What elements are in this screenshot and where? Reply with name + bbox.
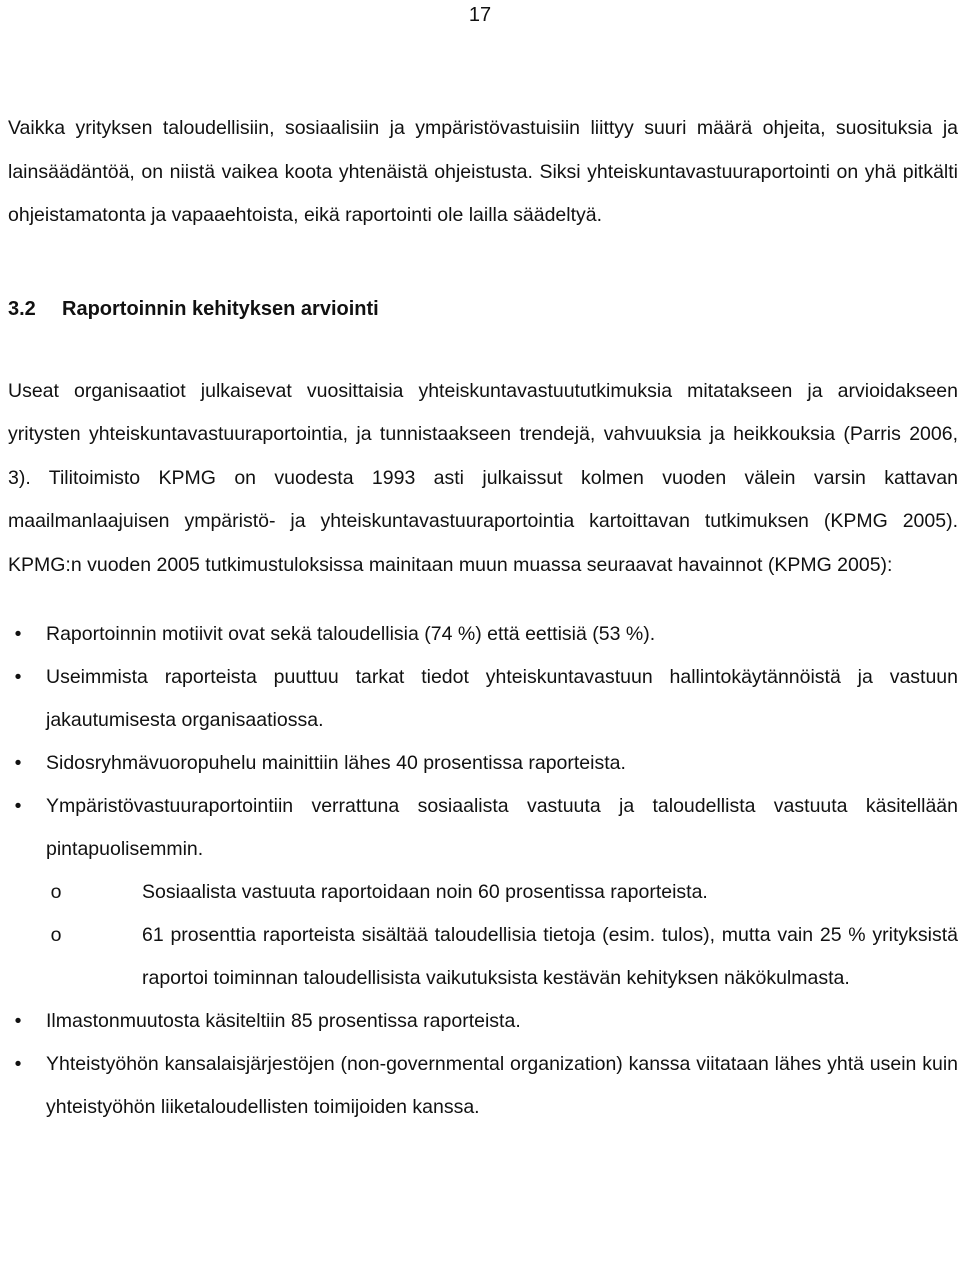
list-item-text: Sidosryhmävuoropuhelu mainittiin lähes 40 prosentissa raporteista. xyxy=(46,752,626,774)
findings-list xyxy=(8,613,958,1129)
sub-list-item xyxy=(46,871,958,914)
body-paragraph: Useat organisaatiot julkaisevat vuosittaisia yhteiskuntavastuututkimuksia mitatakseen ja arvioidakseen yritysten yhteiskuntavastuuraportointia, ja tunnistaakseen trendejä, vahvuuksia ja heikkouksia (Parris 2006, 3). Tilitoimisto KPMG on vuodesta 1993 asti julkaissut kolmen vuoden välein varsin kattavan maailmanlaajuisen ympäristö- ja yhteiskuntavastuuraportointia kartoittavan tutkimuksen (KPMG 2005). KPMG:n vuoden 2005 tutkimustuloksissa mainitaan muun muassa seuraavat havainnot (KPMG 2005): xyxy=(8,379,958,576)
sub-list-item-text: 61 prosenttia raporteista sisältää taloudellisia tietoja (esim. tulos), mutta vain 25 % yrityksistä raportoi toiminnan taloudellisista vaikutuksista kestävän kehityksen näkökulmasta. xyxy=(142,924,958,989)
sub-list xyxy=(46,871,958,1000)
bullet-icon: • xyxy=(14,795,22,817)
section-number: 3.2 xyxy=(8,297,36,320)
circle-bullet-icon: o xyxy=(50,924,62,946)
list-item xyxy=(8,613,958,656)
bullet-icon: • xyxy=(14,1053,22,1075)
list-item-text: Ilmastonmuutosta käsiteltiin 85 prosentissa raporteista. xyxy=(46,1010,521,1032)
bullet-icon: • xyxy=(14,623,22,645)
list-item-text: Raportoinnin motiivit ovat sekä taloudellisia (74 %) että eettisiä (53 %). xyxy=(46,623,656,645)
bullet-icon: • xyxy=(14,666,22,688)
circle-bullet-icon: o xyxy=(50,881,62,903)
list-item-text: Useimmista raporteista puuttuu tarkat tiedot yhteiskuntavastuun hallintokäytännöistä ja vastuun jakautumisesta organisaatiossa. xyxy=(46,666,958,731)
bullet-icon: • xyxy=(14,752,22,774)
list-item xyxy=(0,1000,958,1043)
list-item-text: Ympäristövastuuraportointiin verrattuna sosiaalista vastuuta ja taloudellista vastuuta käsitellään pintapuolisemmin. xyxy=(46,795,958,860)
page-number: 17 xyxy=(468,4,492,26)
list-item xyxy=(0,1043,958,1129)
sub-list-item xyxy=(46,914,958,1000)
intro-paragraph: Vaikka yrityksen taloudellisiin, sosiaalisiin ja ympäristövastuisiin liittyy suuri määrä ohjeita, suosituksia ja lainsäädäntöä, on niistä vaikea koota yhtenäistä ohjeistusta. Siksi yhteiskuntavastuuraportointi on yhä pitkälti ohjeistamatonta ja vapaaehtoista, eikä raportointi ole lailla säädeltyä. xyxy=(8,117,958,226)
bullet-icon: • xyxy=(14,1010,22,1032)
document-body xyxy=(8,107,958,1129)
section-heading xyxy=(8,294,958,324)
sub-list-item-text: Sosiaalista vastuuta raportoidaan noin 60 prosentissa raporteista. xyxy=(142,881,708,903)
list-item xyxy=(8,656,958,742)
list-item-text: Yhteistyöhön kansalaisjärjestöjen (non-governmental organization) kanssa viitataan lähes yhtä usein kuin yhteistyöhön liiketaloudellisten toimijoiden kanssa. xyxy=(46,1053,958,1118)
section-title: Raportoinnin kehityksen arviointi xyxy=(62,297,379,320)
list-item xyxy=(8,742,958,785)
list-item xyxy=(8,785,958,1000)
